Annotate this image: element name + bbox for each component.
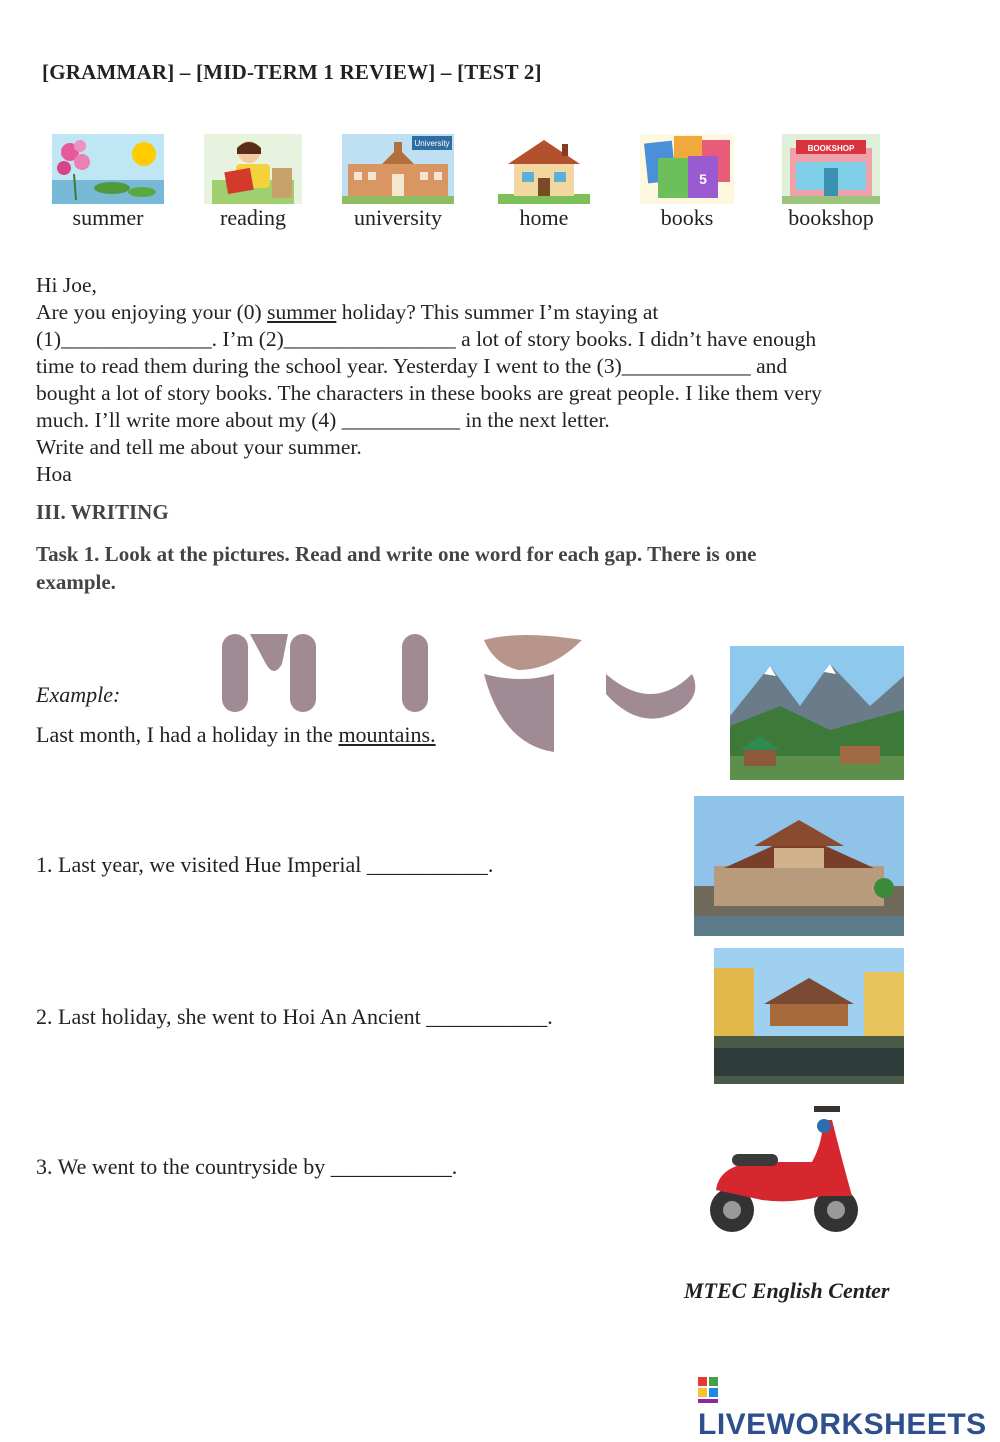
university-building-icon — [342, 134, 454, 204]
question-3: 3. We went to the countryside by ___________. — [36, 1154, 458, 1179]
bookshop-icon — [782, 134, 880, 204]
books-icon — [640, 134, 734, 204]
mountains-photo — [730, 646, 904, 785]
example-sentence: Last month, I had a holiday in the mountains. — [36, 722, 436, 747]
letter-line: bought a lot of story books. The characters in these books are great people. I like them very — [36, 381, 822, 405]
letter-line: (1)______________. I’m (2)________________ a lot of story books. I didn’t have enough — [36, 327, 817, 351]
center-name: MTEC English Center — [684, 1278, 890, 1303]
hue-imperial-citadel-photo — [694, 796, 904, 941]
liveworksheets-logo: LIVEWORKSHEETS — [698, 1374, 1000, 1442]
letter-greeting: Hi Joe, — [36, 273, 97, 297]
section-title: III. WRITING — [36, 500, 169, 524]
example-answer: summer — [267, 300, 337, 324]
question-2: 2. Last holiday, she went to Hoi An Ancient ___________. — [36, 1004, 553, 1029]
worksheet-title: [GRAMMAR] – [MID-TERM 1 REVIEW] – [TEST 2] — [42, 60, 542, 84]
word-bank-caption: home — [519, 205, 569, 230]
letter-signoff: Hoa — [36, 462, 72, 486]
girl-reading-icon — [204, 134, 302, 204]
letter-line: time to read them during the school year. Yesterday I went to the (3)____________ and — [36, 354, 788, 378]
word-bank-caption: bookshop — [788, 205, 874, 230]
example-answer: mountains. — [338, 722, 436, 747]
svg-text:5: 5 — [699, 171, 707, 187]
word-bank-caption: reading — [220, 205, 286, 230]
letter-passage — [36, 272, 936, 488]
letter-line: much. I’ll write more about my (4) ___________ in the next letter. — [36, 408, 610, 432]
letter-line: Write and tell me about your summer. — [36, 435, 362, 459]
svg-text:University: University — [414, 139, 450, 148]
red-motorbike-icon — [702, 1100, 864, 1241]
svg-text:BOOKSHOP: BOOKSHOP — [807, 144, 855, 153]
word-bank-caption: university — [354, 205, 442, 230]
liveworksheets-mark-icon — [698, 1377, 718, 1403]
word-bank-caption: summer — [72, 205, 144, 230]
letter-line: Are you enjoying your (0) summer holiday? This summer I’m staying at — [36, 300, 659, 324]
question-1: 1. Last year, we visited Hue Imperial ___________. — [36, 852, 494, 877]
hoi-an-bridge-photo — [714, 948, 904, 1089]
house-icon — [498, 134, 590, 204]
task-instructions: Task 1. Look at the pictures. Read and write one word for each gap. There is one example. — [36, 542, 757, 594]
example-label: Example: — [36, 682, 121, 707]
summer-lotus-sun-icon — [52, 134, 164, 204]
word-bank-caption: books — [660, 205, 714, 230]
